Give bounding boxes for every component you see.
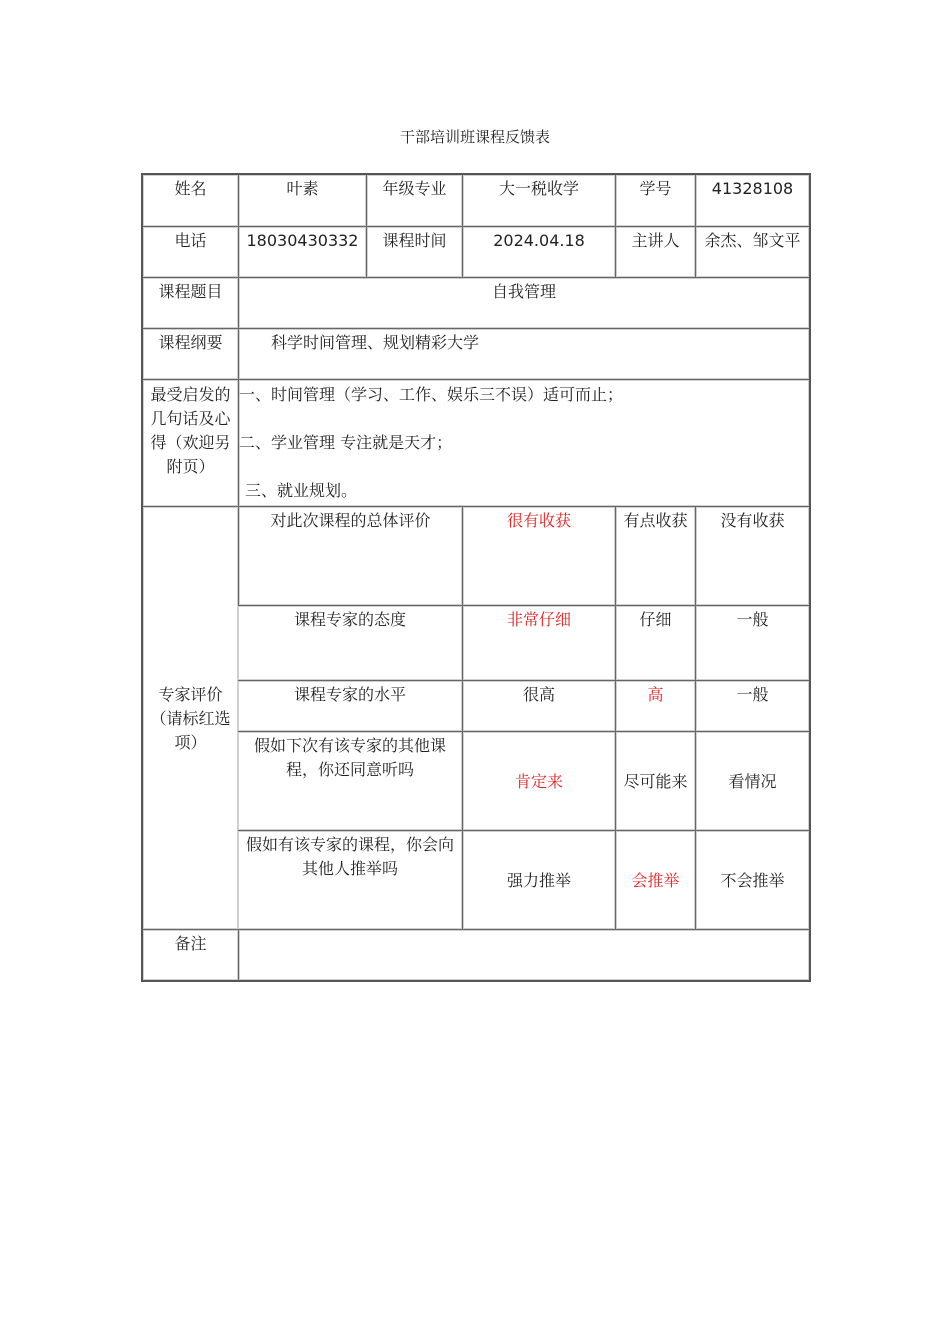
document-title: 干部培训班课程反馈表	[399, 128, 550, 146]
eval-option[interactable]: 强力推举	[462, 830, 615, 929]
course-time-value: 2024.04.18	[462, 226, 615, 277]
insight-line: 二、学业管理 专注就是天才；	[239, 433, 453, 452]
row-insights	[143, 379, 809, 506]
eval-row	[143, 506, 809, 605]
insights-label: 最受启发的几句话及心得（欢迎另附页）	[143, 379, 238, 506]
eval-option[interactable]: 很高	[462, 680, 615, 731]
eval-option[interactable]: 有点收获	[615, 506, 695, 605]
eval-option[interactable]: 会推举	[615, 830, 695, 929]
student-id-label: 学号	[615, 175, 695, 226]
eval-row	[143, 680, 809, 731]
row-course-title	[143, 277, 809, 328]
eval-option[interactable]: 肯定来	[462, 731, 615, 830]
eval-row	[143, 830, 809, 929]
row-name	[143, 175, 809, 226]
eval-row	[143, 605, 809, 680]
major-label: 年级专业	[366, 175, 462, 226]
name-label: 姓名	[143, 175, 238, 226]
feedback-form-table	[141, 173, 811, 982]
eval-option[interactable]: 一般	[695, 680, 809, 731]
evaluation-label: 专家评价（请标红选项）	[143, 506, 238, 929]
eval-option[interactable]: 一般	[695, 605, 809, 680]
major-value: 大一税收学	[462, 175, 615, 226]
eval-question: 课程专家的水平	[238, 680, 462, 731]
eval-option[interactable]: 很有收获	[462, 506, 615, 605]
student-id-value: 41328108	[695, 175, 809, 226]
outline-value: 科学时间管理、规划精彩大学	[238, 328, 809, 379]
eval-question: 对此次课程的总体评价	[238, 506, 462, 605]
row-phone	[143, 226, 809, 277]
lecturer-value: 余杰、邹文平	[695, 226, 809, 277]
eval-option[interactable]: 不会推举	[695, 830, 809, 929]
row-remarks	[143, 929, 809, 980]
remarks-value[interactable]	[238, 929, 809, 980]
eval-row	[143, 731, 809, 830]
lecturer-label: 主讲人	[615, 226, 695, 277]
phone-label: 电话	[143, 226, 238, 277]
insight-line: 一、时间管理（学习、工作、娱乐三不误）适可而止；	[239, 385, 624, 404]
eval-option[interactable]: 看情况	[695, 731, 809, 830]
course-title-label: 课程题目	[143, 277, 238, 328]
course-time-label: 课程时间	[366, 226, 462, 277]
eval-question: 假如下次有该专家的其他课程，你还同意听吗	[238, 731, 462, 830]
eval-question: 假如有该专家的课程，你会向其他人推举吗	[238, 830, 462, 929]
eval-question: 课程专家的态度	[238, 605, 462, 680]
eval-option[interactable]: 非常仔细	[462, 605, 615, 680]
insight-line: 三、就业规划。	[245, 481, 358, 500]
name-value: 叶素	[238, 175, 366, 226]
eval-option[interactable]: 没有收获	[695, 506, 809, 605]
eval-option[interactable]: 仔细	[615, 605, 695, 680]
eval-option[interactable]: 高	[615, 680, 695, 731]
outline-label: 课程纲要	[143, 328, 238, 379]
eval-option[interactable]: 尽可能来	[615, 731, 695, 830]
remarks-label: 备注	[143, 929, 238, 980]
phone-value: 18030430332	[238, 226, 366, 277]
course-title-value: 自我管理	[238, 277, 809, 328]
row-outline	[143, 328, 809, 379]
insights-content	[238, 379, 809, 506]
